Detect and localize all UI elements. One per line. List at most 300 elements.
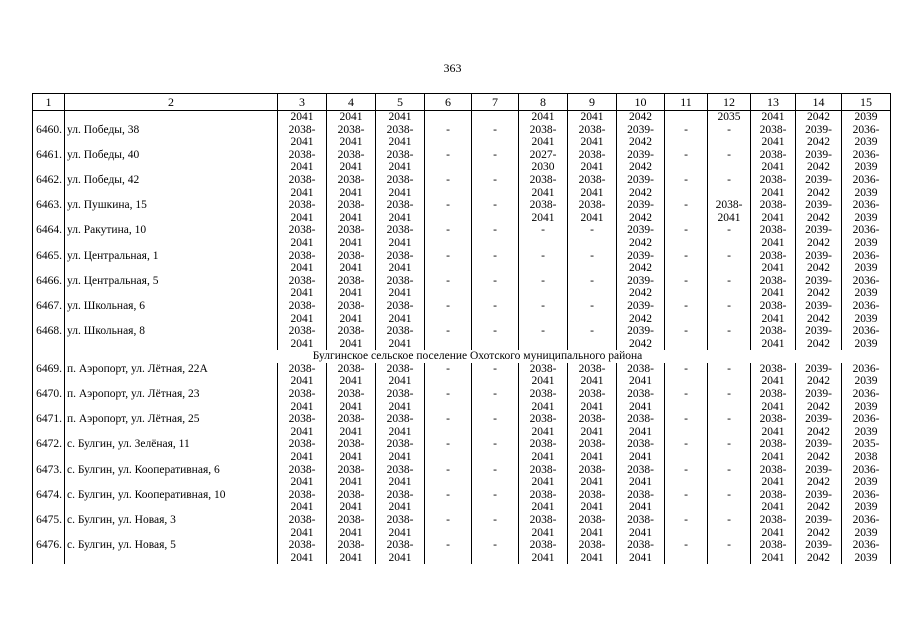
period-start: 2038-	[759, 299, 787, 312]
period-cell	[751, 275, 796, 300]
period-end: 2042	[629, 337, 652, 350]
empty-dash: -	[727, 224, 731, 237]
period-start: 2038-	[337, 514, 365, 526]
address-name: ул. Школьная, 8	[65, 325, 278, 350]
period-cell	[472, 199, 519, 224]
continuation-cell	[425, 111, 472, 124]
address-name: ул. Центральная, 1	[65, 250, 278, 275]
period-cell	[519, 413, 568, 438]
period-cell	[665, 388, 708, 413]
period-cell	[519, 250, 568, 275]
period-cell	[519, 124, 568, 149]
empty-dash: -	[493, 274, 497, 287]
period-cell	[842, 514, 891, 539]
table-body	[33, 111, 891, 565]
period-cell	[665, 199, 708, 224]
period-end: 2042	[807, 186, 830, 199]
empty-dash: -	[493, 123, 497, 136]
period-start: 2038-	[578, 148, 606, 161]
period-cell	[617, 388, 665, 413]
empty-dash: -	[684, 463, 688, 476]
period-cell	[568, 514, 617, 539]
period-cell	[376, 124, 425, 149]
period-start: 2038-	[715, 199, 743, 212]
period-cell	[617, 363, 665, 388]
period-cell	[376, 275, 425, 300]
period-end: 2039	[854, 375, 878, 388]
period-end: 2042	[807, 400, 830, 413]
period-start: 2039-	[805, 488, 832, 501]
empty-dash: -	[727, 388, 731, 401]
period-end: 2041	[531, 186, 555, 199]
period-end: 2041	[290, 161, 314, 174]
period-end: 2041	[580, 161, 604, 174]
period-cell	[425, 489, 472, 514]
period-cell	[376, 464, 425, 489]
period-end: 2041	[388, 136, 412, 149]
period-cell	[842, 438, 891, 463]
empty-dash: -	[493, 249, 497, 262]
column-header-13: 13	[751, 94, 796, 111]
period-cell	[751, 124, 796, 149]
period-start: 2039-	[805, 362, 832, 375]
row-number: 6471.	[33, 413, 65, 438]
period-start: 2038-	[288, 325, 316, 338]
period-start: 2038-	[288, 488, 316, 501]
period-start: 2039-	[805, 173, 832, 186]
empty-dash: -	[727, 463, 731, 476]
period-cell	[425, 124, 472, 149]
empty-dash: -	[446, 463, 450, 476]
period-start: 2038-	[337, 224, 365, 237]
period-cell	[472, 174, 519, 199]
period-cell	[842, 539, 891, 564]
table-row	[33, 275, 891, 300]
period-cell	[519, 539, 568, 564]
period-cell	[472, 413, 519, 438]
empty-dash: -	[446, 388, 450, 401]
period-start: 2038-	[386, 488, 414, 501]
period-cell	[751, 149, 796, 174]
period-end: 2042	[807, 136, 830, 149]
period-start: 2038-	[529, 438, 557, 451]
table-row	[33, 199, 891, 224]
period-start: 2039-	[627, 173, 654, 186]
period-cell	[796, 149, 842, 174]
empty-dash: -	[590, 224, 594, 237]
empty-dash: -	[684, 148, 688, 161]
period-cell	[519, 275, 568, 300]
period-start: 2038-	[759, 539, 787, 552]
period-cell	[568, 174, 617, 199]
address-name: ул. Центральная, 5	[65, 275, 278, 300]
period-end: 2041	[761, 236, 785, 249]
period-end: 2041	[580, 501, 604, 514]
period-end: 2041	[290, 400, 314, 413]
period-cell	[278, 124, 327, 149]
empty-dash: -	[493, 514, 497, 526]
period-start: 2039-	[627, 199, 654, 212]
period-cell	[708, 489, 751, 514]
period-end: 2042	[629, 262, 652, 275]
period-start: 2039-	[627, 274, 654, 287]
period-cell	[796, 514, 842, 539]
period-end: 2041	[761, 186, 785, 199]
period-cell	[425, 149, 472, 174]
period-end: 2041	[531, 501, 555, 514]
period-start: 2038-	[337, 274, 365, 287]
period-end: 2041	[388, 400, 412, 413]
period-end: 2041	[388, 526, 412, 539]
period-start: 2036-	[852, 463, 880, 476]
row-number: 6474.	[33, 489, 65, 514]
period-cell	[568, 199, 617, 224]
period-end: 2041	[580, 425, 604, 438]
period-cell	[796, 413, 842, 438]
empty-dash: -	[446, 148, 450, 161]
period-start: 2038-	[578, 199, 606, 212]
empty-dash: -	[727, 362, 731, 375]
period-cell	[796, 464, 842, 489]
empty-dash: -	[493, 388, 497, 401]
period-cell	[278, 363, 327, 388]
period-end: 2041	[388, 236, 412, 249]
period-end: 2041	[388, 312, 412, 325]
period-end: 2042	[807, 425, 830, 438]
empty-dash: -	[684, 199, 688, 212]
empty-dash: -	[493, 413, 497, 426]
row-number: 6467.	[33, 300, 65, 325]
period-start: 2038-	[627, 488, 654, 501]
period-start: 2038-	[288, 123, 316, 136]
period-cell	[796, 325, 842, 350]
period-end: 2041	[339, 375, 363, 388]
section-spacer	[33, 350, 65, 363]
period-cell	[568, 325, 617, 350]
period-cell	[708, 224, 751, 249]
empty-dash: -	[446, 224, 450, 237]
row-number: 6466.	[33, 275, 65, 300]
period-start: 2036-	[852, 148, 880, 161]
period-cell	[376, 388, 425, 413]
column-header-15: 15	[842, 94, 891, 111]
column-header-10: 10	[617, 94, 665, 111]
table-row	[33, 363, 891, 388]
period-start: 2038-	[288, 514, 316, 526]
empty-dash: -	[446, 539, 450, 552]
continuation-row	[33, 111, 891, 124]
period-cell	[376, 413, 425, 438]
period-end: 2042	[807, 375, 830, 388]
period-start: 2039-	[805, 514, 832, 526]
period-cell	[665, 325, 708, 350]
period-start: 2038-	[578, 514, 606, 526]
period-start: 2038-	[529, 413, 557, 426]
period-cell	[708, 325, 751, 350]
period-start: 2038-	[386, 299, 414, 312]
continuation-cell: 2041	[376, 111, 425, 124]
period-end: 2039	[854, 161, 878, 174]
schedule-table	[32, 93, 891, 564]
table-row	[33, 250, 891, 275]
empty-dash: -	[493, 299, 497, 312]
address-name: с. Булгин, ул. Кооперативная, 10	[65, 489, 278, 514]
period-end: 2041	[629, 375, 652, 388]
period-cell	[617, 199, 665, 224]
period-end: 2041	[580, 211, 604, 224]
column-header-6: 6	[425, 94, 472, 111]
table-row	[33, 514, 891, 539]
table-row	[33, 149, 891, 174]
period-cell	[751, 199, 796, 224]
period-end: 2042	[807, 161, 830, 174]
period-start: 2036-	[852, 249, 880, 262]
column-header-2: 2	[65, 94, 278, 111]
empty-dash: -	[684, 325, 688, 338]
period-end: 2041	[339, 451, 363, 464]
period-cell	[568, 363, 617, 388]
period-cell	[708, 539, 751, 564]
period-start: 2038-	[578, 413, 606, 426]
row-number: 6461.	[33, 149, 65, 174]
period-end: 2041	[761, 211, 785, 224]
empty-dash: -	[684, 224, 688, 237]
period-start: 2039-	[627, 299, 654, 312]
period-cell	[376, 174, 425, 199]
period-cell	[327, 275, 376, 300]
column-header-4: 4	[327, 94, 376, 111]
period-cell	[472, 224, 519, 249]
period-end: 2042	[807, 451, 830, 464]
period-end: 2041	[290, 186, 314, 199]
period-start: 2038-	[759, 362, 787, 375]
period-start: 2038-	[627, 438, 654, 451]
period-start: 2038-	[759, 514, 787, 526]
row-number: 6476.	[33, 539, 65, 564]
continuation-cell: 2035	[708, 111, 751, 124]
period-cell	[617, 413, 665, 438]
period-cell	[617, 464, 665, 489]
period-end: 2042	[629, 136, 652, 149]
empty-dash: -	[446, 199, 450, 212]
period-cell	[519, 464, 568, 489]
period-cell	[278, 325, 327, 350]
period-end: 2041	[290, 287, 314, 300]
period-start: 2039-	[805, 224, 832, 237]
period-start: 2036-	[852, 173, 880, 186]
period-cell	[842, 489, 891, 514]
period-end: 2041	[531, 476, 555, 489]
empty-dash: -	[541, 325, 545, 338]
period-cell	[796, 388, 842, 413]
period-end: 2041	[761, 161, 785, 174]
period-end: 2039	[854, 526, 878, 539]
period-cell	[519, 300, 568, 325]
row-number: 6464.	[33, 224, 65, 249]
row-number: 6460.	[33, 124, 65, 149]
period-cell	[842, 199, 891, 224]
period-cell	[376, 363, 425, 388]
column-number-header	[33, 94, 891, 111]
period-end: 2041	[388, 425, 412, 438]
period-cell	[425, 514, 472, 539]
period-cell	[665, 514, 708, 539]
period-start: 2039-	[627, 148, 654, 161]
address-name: с. Булгин, ул. Зелёная, 11	[65, 438, 278, 463]
period-start: 2038-	[759, 199, 787, 212]
period-cell	[278, 464, 327, 489]
period-cell	[327, 224, 376, 249]
period-start: 2038-	[529, 199, 557, 212]
period-cell	[665, 539, 708, 564]
address-name: ул. Победы, 42	[65, 174, 278, 199]
period-cell	[327, 363, 376, 388]
row-number: 6473.	[33, 464, 65, 489]
period-cell	[472, 489, 519, 514]
period-start: 2038-	[759, 274, 787, 287]
period-end: 2041	[339, 526, 363, 539]
period-start: 2036-	[852, 388, 880, 401]
continuation-cell: 2041	[278, 111, 327, 124]
period-end: 2041	[580, 375, 604, 388]
period-cell	[425, 363, 472, 388]
period-cell	[796, 438, 842, 463]
period-cell	[568, 438, 617, 463]
period-cell	[519, 224, 568, 249]
period-cell	[665, 124, 708, 149]
period-cell	[278, 539, 327, 564]
period-cell	[278, 300, 327, 325]
period-end: 2041	[761, 526, 785, 539]
empty-dash: -	[684, 299, 688, 312]
period-end: 2041	[531, 425, 555, 438]
continuation-cell	[33, 111, 65, 124]
period-cell	[425, 174, 472, 199]
period-start: 2038-	[337, 388, 365, 401]
empty-dash: -	[727, 488, 731, 501]
period-end: 2039	[854, 211, 878, 224]
period-cell	[665, 300, 708, 325]
period-cell	[327, 300, 376, 325]
empty-dash: -	[684, 438, 688, 451]
period-cell	[519, 489, 568, 514]
period-cell	[751, 413, 796, 438]
period-cell	[708, 300, 751, 325]
period-end: 2041	[531, 400, 555, 413]
period-start: 2039-	[805, 249, 832, 262]
period-cell	[568, 149, 617, 174]
period-cell	[472, 438, 519, 463]
period-start: 2038-	[529, 488, 557, 501]
empty-dash: -	[541, 299, 545, 312]
period-cell	[472, 464, 519, 489]
period-end: 2042	[807, 211, 830, 224]
empty-dash: -	[493, 224, 497, 237]
empty-dash: -	[590, 299, 594, 312]
empty-dash: -	[684, 274, 688, 287]
period-start: 2038-	[578, 388, 606, 401]
address-name: п. Аэропорт, ул. Лётная, 25	[65, 413, 278, 438]
period-end: 2041	[339, 211, 363, 224]
period-start: 2038-	[288, 438, 316, 451]
period-cell	[796, 539, 842, 564]
period-start: 2038-	[288, 463, 316, 476]
period-cell	[708, 149, 751, 174]
period-start: 2038-	[759, 388, 787, 401]
table-row	[33, 325, 891, 350]
period-start: 2039-	[805, 539, 832, 552]
table-row	[33, 124, 891, 149]
column-header-9: 9	[568, 94, 617, 111]
continuation-cell: 2041	[327, 111, 376, 124]
period-cell	[751, 174, 796, 199]
period-cell	[842, 325, 891, 350]
period-start: 2038-	[578, 539, 606, 552]
period-cell	[278, 413, 327, 438]
period-cell	[376, 489, 425, 514]
period-start: 2038-	[529, 362, 557, 375]
period-cell	[842, 149, 891, 174]
period-cell	[568, 224, 617, 249]
period-end: 2039	[854, 312, 878, 325]
period-cell	[751, 388, 796, 413]
period-cell	[751, 514, 796, 539]
period-end: 2041	[290, 425, 314, 438]
empty-dash: -	[727, 249, 731, 262]
period-start: 2038-	[288, 224, 316, 237]
period-end: 2042	[629, 287, 652, 300]
period-cell	[842, 250, 891, 275]
period-end: 2041	[339, 337, 363, 350]
period-cell	[708, 464, 751, 489]
period-end: 2041	[761, 136, 785, 149]
period-end: 2041	[339, 501, 363, 514]
period-cell	[842, 363, 891, 388]
period-cell	[617, 489, 665, 514]
period-end: 2041	[339, 186, 363, 199]
period-cell	[842, 464, 891, 489]
period-cell	[751, 464, 796, 489]
period-end: 2039	[854, 186, 878, 199]
period-end: 2041	[388, 287, 412, 300]
empty-dash: -	[493, 438, 497, 451]
period-cell	[425, 388, 472, 413]
column-header-1: 1	[33, 94, 65, 111]
address-name: п. Аэропорт, ул. Лётная, 23	[65, 388, 278, 413]
period-start: 2038-	[529, 514, 557, 526]
empty-dash: -	[727, 173, 731, 186]
table-row	[33, 438, 891, 463]
table-row	[33, 300, 891, 325]
empty-dash: -	[727, 274, 731, 287]
period-start: 2038-	[337, 488, 365, 501]
period-cell	[327, 438, 376, 463]
period-start: 2038-	[759, 249, 787, 262]
empty-dash: -	[446, 123, 450, 136]
period-cell	[425, 438, 472, 463]
period-cell	[842, 174, 891, 199]
continuation-cell: 2042	[617, 111, 665, 124]
period-cell	[327, 325, 376, 350]
period-start: 2038-	[578, 463, 606, 476]
period-start: 2036-	[852, 123, 880, 136]
period-end: 2041	[339, 476, 363, 489]
period-start: 2038-	[288, 299, 316, 312]
period-cell	[376, 250, 425, 275]
period-cell	[617, 124, 665, 149]
empty-dash: -	[493, 539, 497, 552]
period-end: 2041	[388, 551, 412, 564]
